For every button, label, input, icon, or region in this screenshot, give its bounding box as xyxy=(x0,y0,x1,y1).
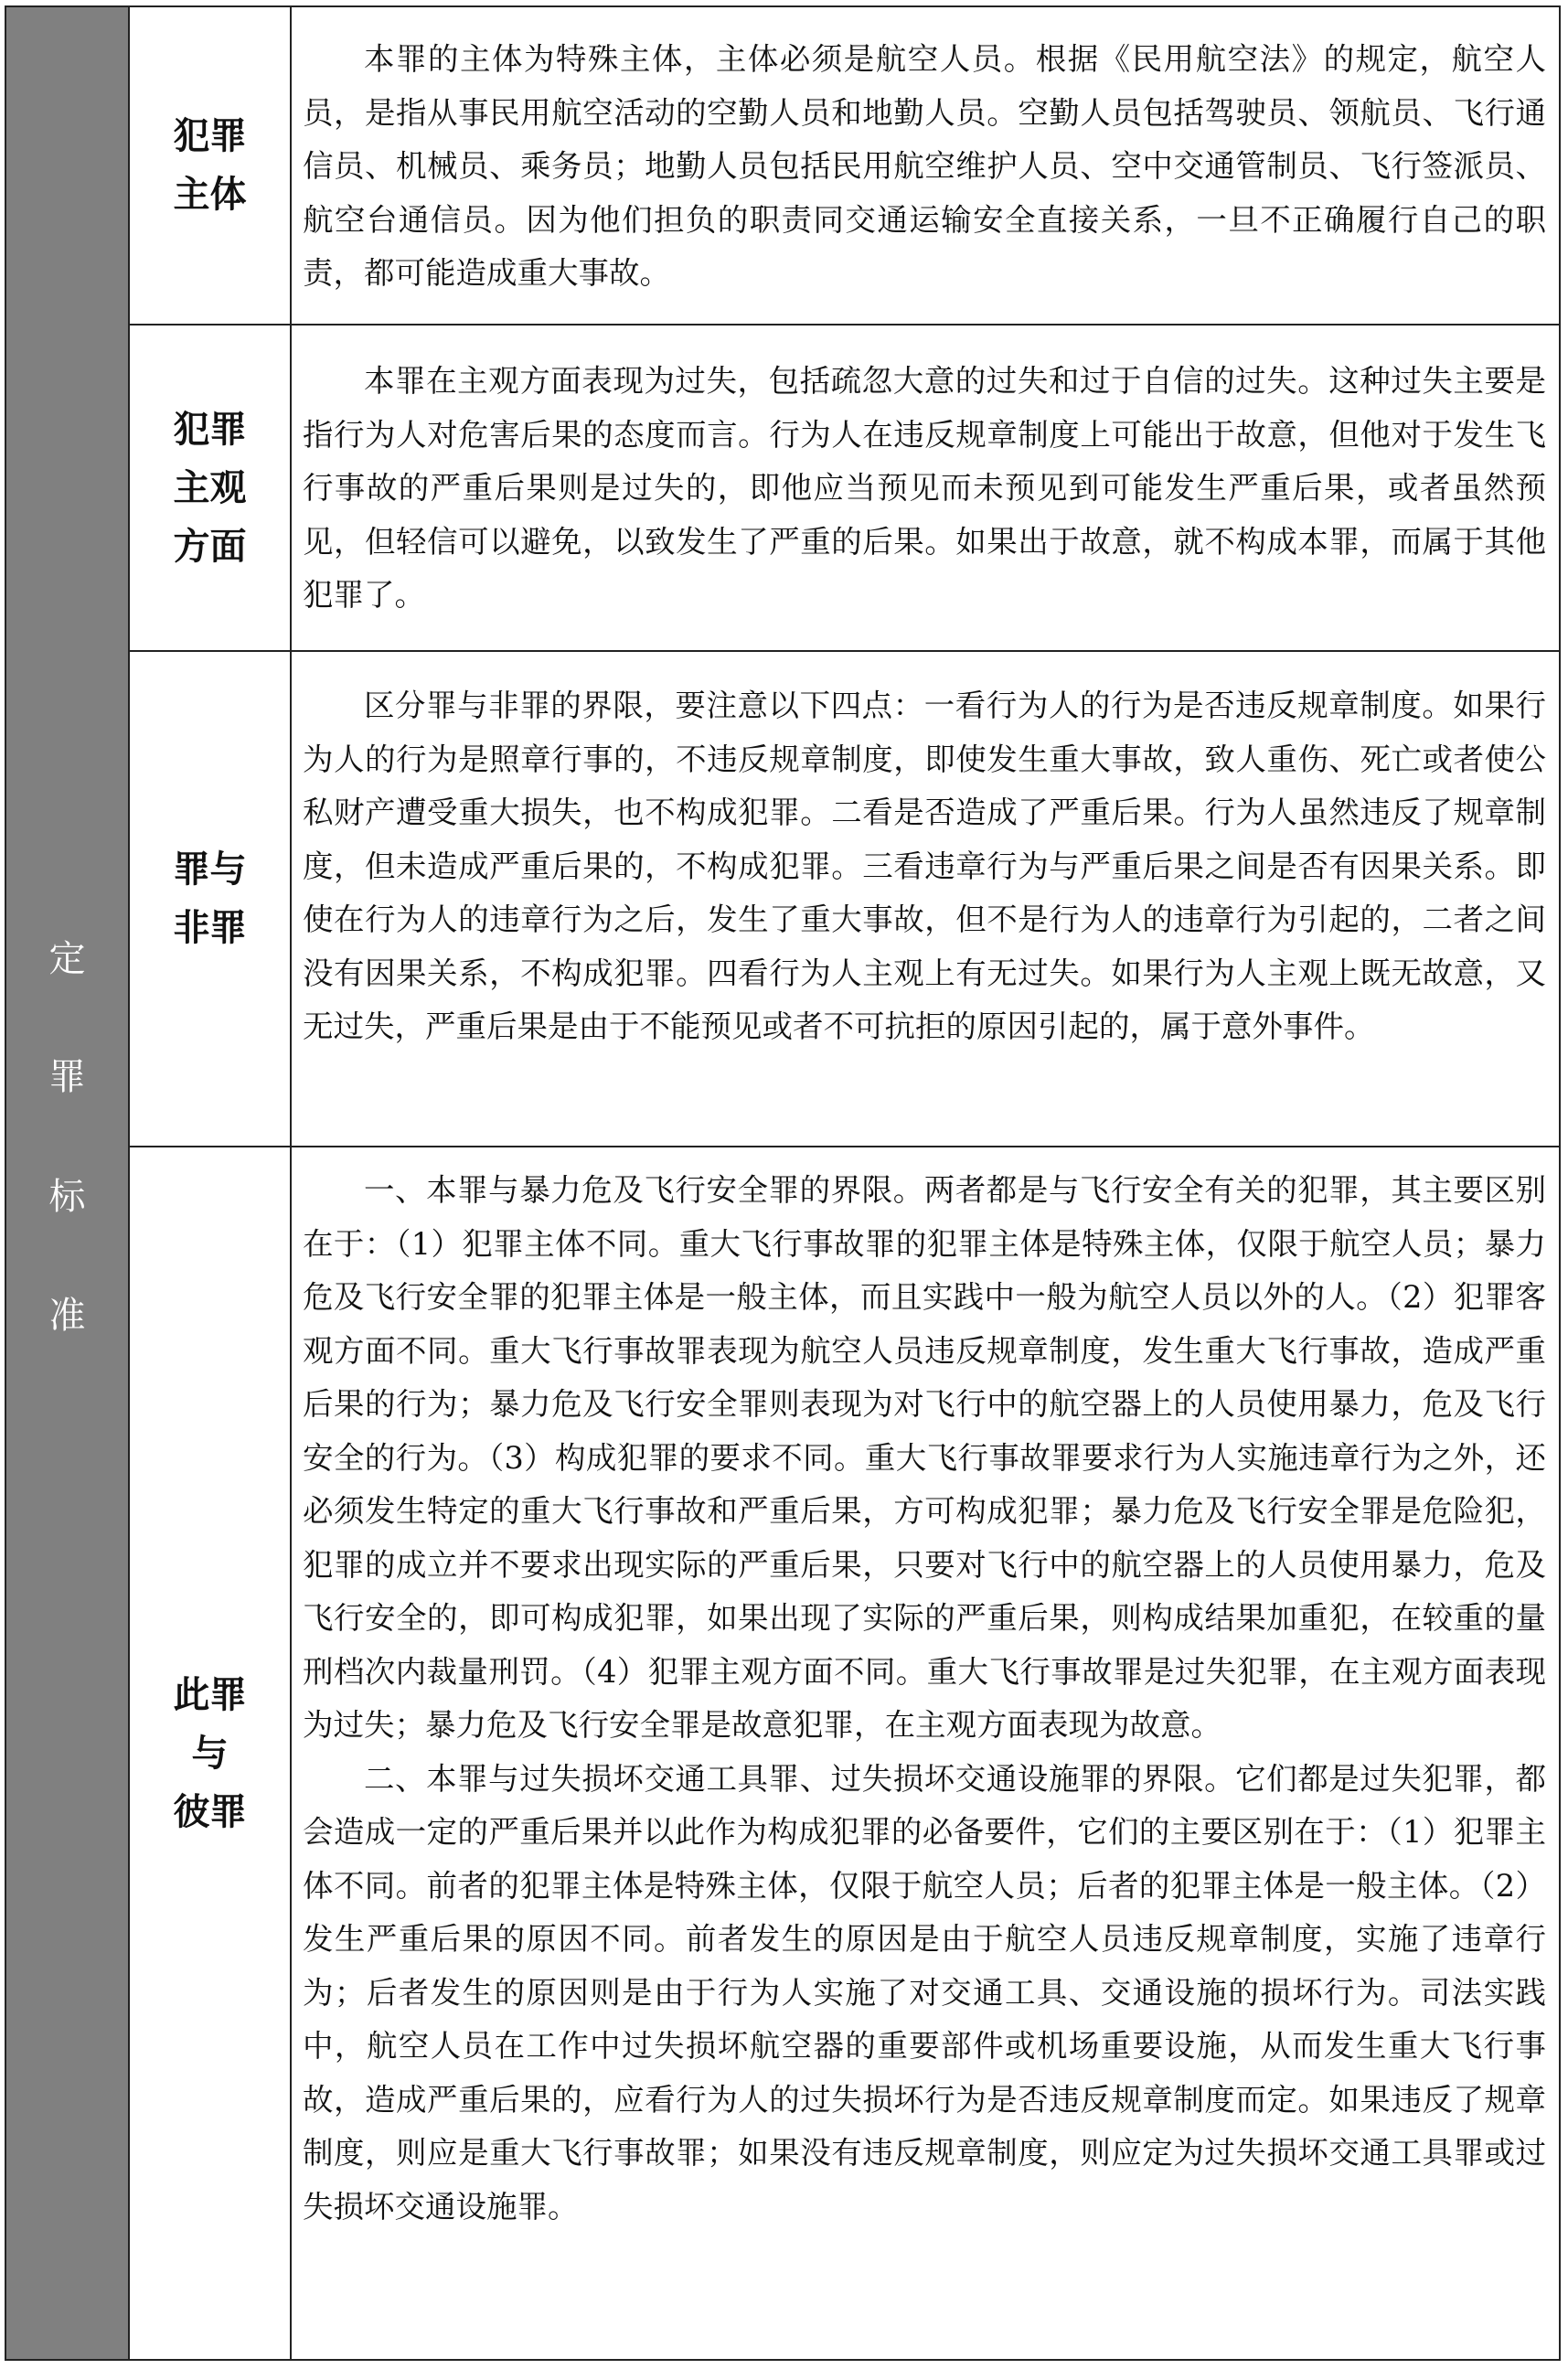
row-text-crime-subject xyxy=(303,33,1546,301)
paragraph: 一、本罪与暴力危及飞行安全罪的界限。两者都是与飞行安全有关的犯罪，其主要区别在于：（1）犯罪主体不同。重大飞行事故罪的犯罪主体是特殊主体，仅限于航空人员；暴力危及飞行安全罪的犯罪主体是一般主体，而且实践中一般为航空人员以外的人。（2）犯罪客观方面不同。重大飞行事故罪表现为航空人员违反规章制度，发生重大飞行事故，造成严重后果的行为；暴力危及飞行安全罪则表现为对飞行中的航空器上的人员使用暴力，危及飞行安全的行为。（3）构成犯罪的要求不同。重大飞行事故罪要求行为人实施违章行为之外，还必须发生特定的重大飞行事故和严重后果，方可构成犯罪；暴力危及飞行安全罪是危险犯，犯罪的成立并不要求出现实际的严重后果，只要对飞行中的航空器上的人员使用暴力，危及飞行安全的，即可构成犯罪，如果出现了实际的严重后果，则构成结果加重犯，在较重的量刑档次内裁量刑罚。（4）犯罪主观方面不同。重大飞行事故罪是过失犯罪，在主观方面表现为过失；暴力危及飞行安全罪是故意犯罪，在主观方面表现为故意。 xyxy=(303,1172,1546,1743)
row-label-crime-subject xyxy=(130,7,290,324)
paragraph: 二、本罪与过失损坏交通工具罪、过失损坏交通设施罪的界限。它们都是过失犯罪，都会造成一定的严重后果并以此作为构成犯罪的必备要件，它们的主要区别在于：（1）犯罪主体不同。前者的犯罪主体是特殊主体，仅限于航空人员；后者的犯罪主体是一般主体。（2）发生严重后果的原因不同。前者发生的原因是由于航空人员违反规章制度，实施了违章行为；后者发生的原因则是由于行为人实施了对交通工具、交通设施的损坏行为。司法实践中，航空人员在工作中过失损坏航空器的重要部件或机场重要设施，从而发生重大飞行事故，造成严重后果的，应看行为人的过失损坏行为是否违反规章制度而定。如果违反了规章制度，则应是重大飞行事故罪；如果没有违反规章制度，则应定为过失损坏交通工具罪或过失损坏交通设施罪。 xyxy=(303,1760,1546,2225)
label-line: 犯罪 xyxy=(173,115,247,157)
label-line: 非罪 xyxy=(173,907,247,949)
label-line: 此罪 xyxy=(173,1673,247,1716)
side-header-char: 定 xyxy=(48,938,86,980)
side-header-column xyxy=(6,7,130,2359)
label-line: 罪与 xyxy=(173,848,247,891)
side-header-char: 标 xyxy=(48,1176,86,1218)
paragraph: 本罪的主体为特殊主体，主体必须是航空人员。根据《民用航空法》的规定，航空人员，是指从事民用航空活动的空勤人员和地勤人员。空勤人员包括驾驶员、领航员、飞行通信员、机械员、乘务员；地勤人员包括民用航空维护人员、空中交通管制员、飞行签派员、航空台通信员。因为他们担负的职责同交通运输安全直接关系，一旦不正确履行自己的职责，都可能造成重大事故。 xyxy=(303,41,1546,291)
paragraph: 区分罪与非罪的界限，要注意以下四点：一看行为人的行为是否违反规章制度。如果行为人的行为是照章行事的，不违反规章制度，即使发生重大事故，致人重伤、死亡或者使公私财产遭受重大损失，也不构成犯罪。二看是否造成了严重后果。行为人虽然违反了规章制度，但未造成严重后果的，不构成犯罪。三看违章行为与严重后果之间是否有因果关系。即使在行为人的违章行为之后，发生了重大事故，但不是行为人的违章行为引起的，二者之间没有因果关系，不构成犯罪。四看行为人主观上有无过失。如果行为人主观上既无故意，又无过失，严重后果是由于不能预见或者不可抗拒的原因引起的，属于意外事件。 xyxy=(303,688,1546,1044)
label-line: 方面 xyxy=(173,525,247,568)
criteria-table xyxy=(5,5,1561,2361)
label-line: 彼罪 xyxy=(173,1790,247,1833)
side-header-char: 准 xyxy=(48,1295,86,1337)
label-line: 主观 xyxy=(173,466,247,509)
row-label-this-vs-other-crime xyxy=(130,1147,290,2359)
paragraph: 本罪在主观方面表现为过失，包括疏忽大意的过失和过于自信的过失。这种过失主要是指行为人对危害后果的态度而言。行为人在违反规章制度上可能出于故意，但他对于发生飞行事故的严重后果则是过失的，即他应当预见而未预见到可能发生严重后果，或者虽然预见，但轻信可以避免，以致发生了严重的后果。如果出于故意，就不构成本罪，而属于其他犯罪了。 xyxy=(303,363,1546,613)
label-line: 主体 xyxy=(173,174,247,216)
label-column xyxy=(130,7,290,2359)
text-column xyxy=(290,7,1559,2359)
row-text-crime-vs-noncrime xyxy=(303,679,1546,1054)
label-line: 与 xyxy=(191,1732,229,1775)
row-label-crime-vs-noncrime xyxy=(130,652,290,1146)
row-text-this-vs-other-crime xyxy=(303,1164,1546,2234)
label-line: 犯罪 xyxy=(173,408,247,451)
side-header-char: 罪 xyxy=(48,1056,86,1098)
row-text-subjective-aspect xyxy=(303,355,1546,623)
row-label-subjective-aspect xyxy=(130,325,290,650)
